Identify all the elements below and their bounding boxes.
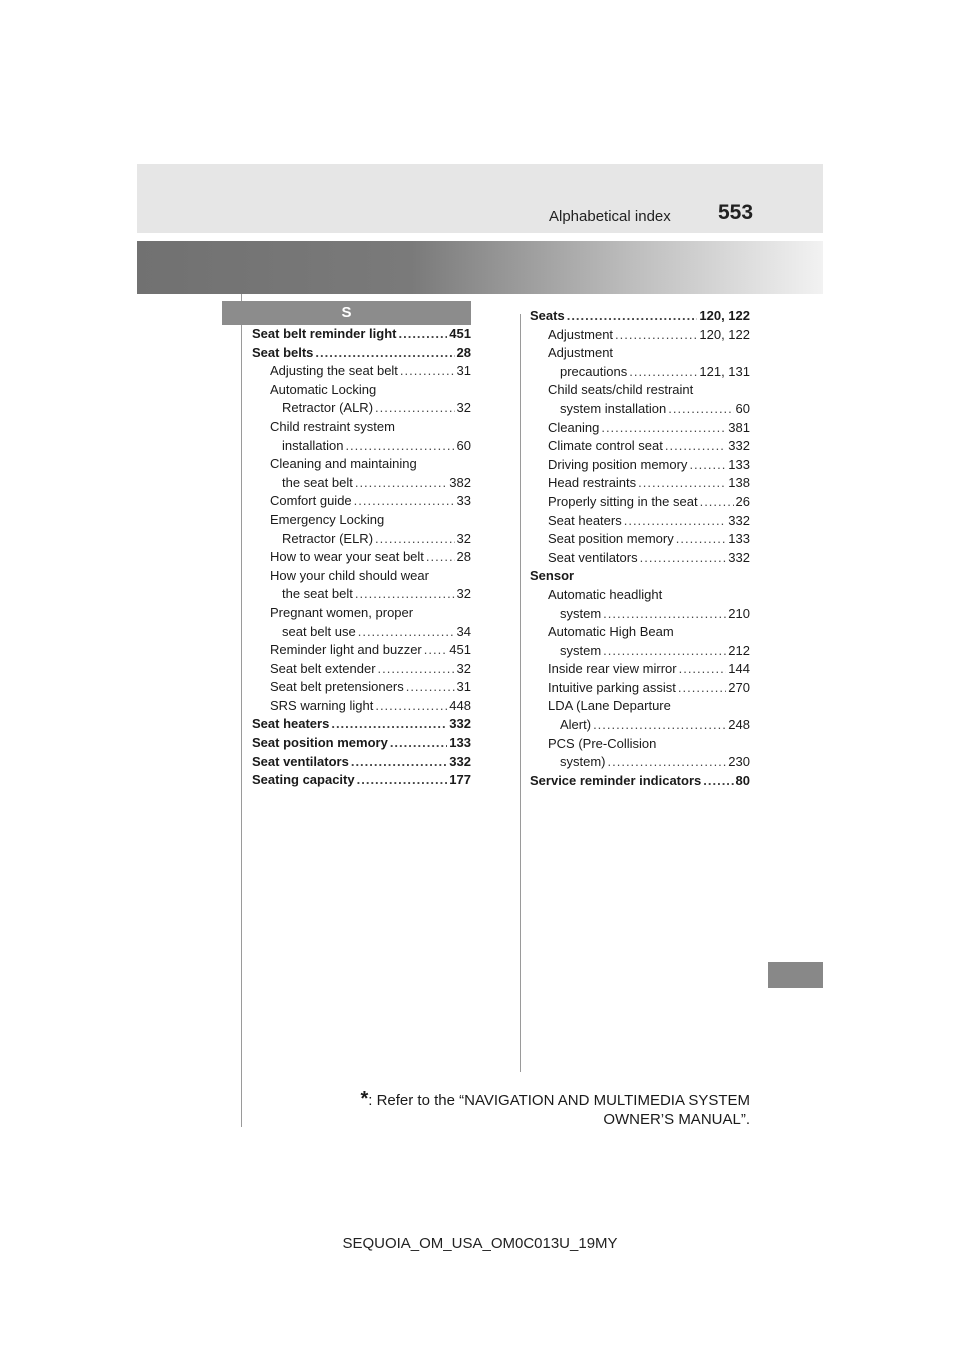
index-entry: [530, 605, 750, 624]
index-entry: [530, 530, 750, 549]
index-entry: [530, 679, 750, 698]
index-entry-page: 230: [728, 754, 750, 770]
index-entry-page: 133: [728, 456, 750, 472]
index-entry: [252, 325, 471, 344]
index-entry-term: Seat belts: [252, 344, 314, 360]
index-letter-heading: S: [222, 301, 471, 325]
dot-leader: [629, 363, 697, 382]
index-entry-page: 32: [456, 400, 471, 416]
dot-leader: [400, 362, 455, 381]
index-entry: How your child should wear: [270, 567, 429, 583]
index-entry-term: installation: [282, 437, 344, 453]
index-entry-page: 32: [456, 530, 471, 546]
index-entry-page: 31: [456, 679, 471, 695]
dot-leader: [678, 679, 726, 698]
index-entry: [252, 715, 471, 734]
index-entry: [252, 344, 471, 363]
index-entry-term: Seat belt pretensioners: [270, 679, 404, 695]
index-entry-term: How to wear your seat belt: [270, 549, 424, 565]
index-entry: [530, 493, 750, 512]
chapter-tab-marker: [768, 962, 823, 988]
index-entry: [252, 530, 471, 549]
index-entry: PCS (Pre-Collision: [548, 735, 657, 751]
footnote-line-2: OWNER’S MANUAL”.: [603, 1111, 750, 1128]
index-entry-term: the seat belt: [282, 474, 353, 490]
index-entry: [252, 474, 471, 493]
dot-leader: [426, 548, 455, 567]
index-entry: [252, 771, 471, 790]
index-entry-page: 138: [728, 475, 750, 491]
dot-leader: [603, 605, 726, 624]
dot-leader: [703, 772, 733, 791]
column-divider: [520, 314, 521, 1072]
index-entry-term: Seat position memory: [252, 735, 388, 751]
dot-leader: [355, 585, 455, 604]
index-entry-term: Climate control seat: [548, 438, 663, 454]
index-entry-term: Reminder light and buzzer: [270, 642, 422, 658]
index-entry-term: Seat heaters: [548, 512, 622, 528]
index-entry-term: system: [560, 605, 602, 621]
index-entry-term: Seat belt extender: [270, 660, 376, 676]
index-entry-term: Comfort guide: [270, 493, 352, 509]
index-entry-page: 121, 131: [699, 363, 750, 379]
index-entry: [252, 437, 471, 456]
dot-leader: [354, 492, 455, 511]
index-entry: Child seats/child restraint: [548, 382, 694, 398]
index-entry: [252, 753, 471, 772]
index-entry: Cleaning and maintaining: [270, 456, 417, 472]
index-entry-page: 177: [449, 772, 471, 788]
index-entry: [530, 437, 750, 456]
index-entry-term: Intuitive parking assist: [548, 679, 676, 695]
index-entry-term: seat belt use: [282, 623, 356, 639]
dot-leader: [665, 437, 726, 456]
index-entry-term: Retractor (ELR): [282, 530, 374, 546]
index-entry-page: 31: [456, 363, 471, 379]
index-entry-term: Cleaning: [548, 419, 600, 435]
dot-leader: [375, 399, 455, 418]
index-entry-page: 210: [728, 605, 750, 621]
dot-leader: [689, 456, 726, 475]
index-entry-term: SRS warning light: [270, 697, 374, 713]
dot-leader: [700, 493, 734, 512]
index-entry: [252, 492, 471, 511]
dot-leader: [640, 549, 727, 568]
index-entry-page: 28: [456, 344, 471, 360]
index-entry: [252, 399, 471, 418]
index-entry-term: Seat ventilators: [252, 753, 349, 769]
index-entry: [252, 585, 471, 604]
index-entry: [252, 678, 471, 697]
index-entry: [530, 642, 750, 661]
dot-leader: [345, 437, 454, 456]
decorative-gradient-band: [137, 241, 823, 294]
index-entry: [530, 660, 750, 679]
index-entry-term: system: [560, 642, 602, 658]
dot-leader: [355, 474, 447, 493]
section-title: Alphabetical index: [549, 208, 671, 225]
index-entry-term: the seat belt: [282, 586, 353, 602]
dot-leader: [331, 715, 447, 734]
index-entry: Child restraint system: [270, 418, 395, 434]
index-entry-page: 332: [728, 512, 750, 528]
dot-leader: [375, 530, 455, 549]
index-column-left: [252, 325, 471, 790]
index-entry-term: system): [560, 754, 606, 770]
index-entry-term: Seat belt reminder light: [252, 326, 397, 341]
dot-leader: [378, 660, 455, 679]
index-entry: [252, 660, 471, 679]
index-entry-term: Seat position memory: [548, 531, 674, 547]
index-entry: Adjustment: [548, 345, 614, 361]
index-entry-page: 34: [456, 623, 471, 639]
index-entry: [252, 697, 471, 716]
index-entry-page: 33: [456, 493, 471, 509]
index-entry-term: precautions: [560, 363, 628, 379]
index-entry: [530, 474, 750, 493]
footnote-line-1: [360, 1090, 750, 1110]
index-entry: [530, 772, 750, 791]
index-entry: [530, 419, 750, 438]
index-entry-term: Inside rear view mirror: [548, 661, 677, 677]
index-entry: [530, 549, 750, 568]
index-entry-page: 32: [456, 660, 471, 676]
index-entry-page: 248: [728, 717, 750, 733]
dot-leader: [676, 530, 727, 549]
index-entry-term: Seat ventilators: [548, 549, 638, 565]
index-entry-term: Driving position memory: [548, 456, 688, 472]
index-entry: [530, 716, 750, 735]
index-entry: Automatic Locking: [270, 381, 377, 397]
index-entry-term: Adjustment: [548, 326, 614, 342]
index-entry: Sensor: [530, 568, 575, 584]
index-entry: Emergency Locking: [270, 511, 385, 527]
page-number: 553: [718, 201, 754, 224]
index-entry-page: 448: [449, 697, 471, 713]
index-entry-page: 60: [456, 437, 471, 453]
dot-leader: [375, 697, 447, 716]
index-entry-page: 133: [449, 735, 471, 751]
dot-leader: [638, 474, 726, 493]
index-entry-page: 144: [728, 661, 750, 677]
dot-leader: [624, 512, 727, 531]
index-entry-page: 332: [728, 549, 750, 565]
index-entry: [530, 456, 750, 475]
index-entry-term: Service reminder indicators: [530, 772, 702, 788]
index-entry-page: 28: [456, 549, 471, 565]
index-entry: [530, 753, 750, 772]
index-entry-page: 32: [456, 586, 471, 602]
index-entry-page: 382: [449, 474, 471, 490]
index-entry-term: Retractor (ALR): [282, 400, 374, 416]
footnote: [360, 1090, 750, 1129]
footnote-asterisk: *: [360, 1088, 369, 1110]
dot-leader: [390, 734, 447, 753]
index-entry-term: Seating capacity: [252, 772, 355, 788]
index-entry-page: 60: [735, 400, 750, 416]
index-entry-page: 212: [728, 642, 750, 658]
index-entry-term: Adjusting the seat belt: [270, 363, 398, 379]
index-entry-page: 133: [728, 531, 750, 547]
index-entry-page: 26: [735, 493, 750, 509]
index-entry-term: system installation: [560, 400, 667, 416]
dot-leader: [351, 753, 447, 772]
dot-leader: [608, 753, 727, 772]
index-entry-page: 80: [735, 772, 750, 788]
dot-leader: [615, 326, 697, 345]
footnote-text-1: : Refer to the “NAVIGATION AND MULTIMEDIA SYSTEM: [368, 1092, 750, 1109]
dot-leader: [567, 307, 698, 326]
index-entry: [530, 400, 750, 419]
index-entry-page: 451: [449, 642, 471, 658]
dot-leader: [357, 771, 448, 790]
index-entry-page: 332: [728, 438, 750, 454]
index-entry: [530, 326, 750, 345]
index-entry-page: 381: [728, 419, 750, 435]
index-entry: [252, 641, 471, 660]
index-entry-term: Head restraints: [548, 475, 637, 491]
dot-leader: [603, 642, 726, 661]
dot-leader: [668, 400, 733, 419]
index-entry: Pregnant women, proper: [270, 604, 414, 620]
dot-leader: [398, 325, 447, 344]
dot-leader: [601, 419, 726, 438]
index-entry: [252, 362, 471, 381]
left-divider: [241, 294, 242, 1127]
dot-leader: [315, 344, 454, 363]
index-entry: Automatic headlight: [548, 586, 663, 602]
index-entry-term: Seats: [530, 308, 565, 323]
index-entry-page: 120, 122: [699, 308, 750, 323]
index-entry-page: 332: [449, 716, 471, 732]
index-entry: [252, 734, 471, 753]
index-column-right: [530, 307, 750, 790]
dot-leader: [593, 716, 726, 735]
index-entry-page: 451: [449, 326, 471, 341]
index-entry-term: Properly sitting in the seat: [548, 493, 698, 509]
index-entry-term: Seat heaters: [252, 716, 330, 732]
index-entry-page: 332: [449, 753, 471, 769]
index-entry-page: 120, 122: [699, 326, 750, 342]
dot-leader: [406, 678, 455, 697]
dot-leader: [679, 660, 727, 679]
index-entry: Automatic High Beam: [548, 624, 674, 640]
dot-leader: [424, 641, 448, 660]
index-entry: [252, 623, 471, 642]
index-entry: LDA (Lane Departure: [548, 698, 671, 714]
document-code: SEQUOIA_OM_USA_OM0C013U_19MY: [342, 1235, 618, 1252]
index-entry: [530, 512, 750, 531]
dot-leader: [358, 623, 455, 642]
index-entry: [530, 307, 750, 326]
index-entry-page: 270: [728, 679, 750, 695]
index-entry-term: Alert): [560, 717, 592, 733]
index-entry: [252, 548, 471, 567]
index-entry: [530, 363, 750, 382]
